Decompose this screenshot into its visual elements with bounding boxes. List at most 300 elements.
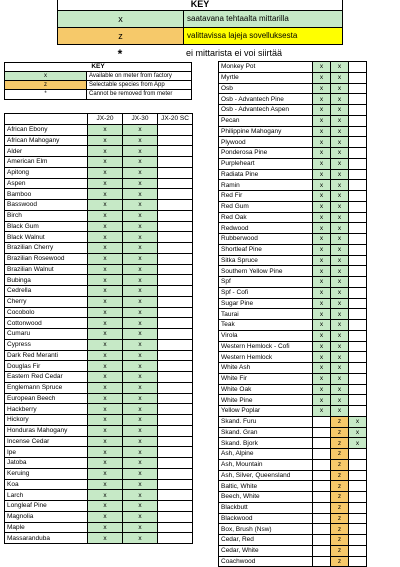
- availability-cell: x: [331, 169, 349, 180]
- column-header-species: [5, 114, 88, 125]
- availability-cell: [313, 449, 331, 460]
- availability-cell: x: [123, 501, 158, 512]
- top-key: [57, 0, 343, 62]
- availability-cell: [349, 180, 367, 191]
- small-key-symbol: x: [5, 72, 87, 80]
- availability-cell: z: [331, 545, 349, 556]
- species-name: Douglas Fir: [5, 361, 88, 372]
- availability-cell: x: [331, 105, 349, 116]
- availability-cell: x: [123, 339, 158, 350]
- species-name: Red Oak: [219, 212, 313, 223]
- species-name: Hickory: [5, 415, 88, 426]
- availability-cell: [349, 502, 367, 513]
- species-name: Koa: [5, 479, 88, 490]
- availability-cell: [349, 72, 367, 83]
- species-name: Dark Red Meranti: [5, 350, 88, 361]
- availability-cell: x: [331, 352, 349, 363]
- availability-cell: x: [313, 244, 331, 255]
- table-row: [219, 535, 367, 546]
- availability-cell: [349, 459, 367, 470]
- availability-cell: x: [123, 447, 158, 458]
- availability-cell: [313, 545, 331, 556]
- species-name: American Elm: [5, 157, 88, 168]
- availability-cell: x: [331, 158, 349, 169]
- availability-cell: x: [313, 201, 331, 212]
- availability-cell: x: [88, 189, 123, 200]
- species-name: Brazilian Cherry: [5, 243, 88, 254]
- table-row: [219, 513, 367, 524]
- availability-cell: [349, 126, 367, 137]
- availability-cell: x: [88, 221, 123, 232]
- species-name: Keruing: [5, 468, 88, 479]
- table-header-row: [5, 114, 193, 125]
- availability-cell: z: [331, 513, 349, 524]
- table-row: [5, 468, 193, 479]
- availability-cell: [349, 395, 367, 406]
- availability-cell: [349, 492, 367, 503]
- availability-cell: [158, 264, 193, 275]
- table-row: [219, 62, 367, 73]
- availability-cell: x: [88, 382, 123, 393]
- right-table-body: [219, 62, 367, 567]
- species-name: Spf - Cofi: [219, 287, 313, 298]
- availability-cell: [158, 296, 193, 307]
- availability-cell: x: [123, 404, 158, 415]
- availability-cell: [349, 524, 367, 535]
- availability-cell: x: [88, 253, 123, 264]
- availability-cell: x: [349, 427, 367, 438]
- availability-cell: z: [331, 438, 349, 449]
- table-row: [219, 320, 367, 331]
- availability-cell: [158, 522, 193, 533]
- availability-cell: x: [313, 223, 331, 234]
- table-row: [219, 115, 367, 126]
- availability-cell: x: [88, 296, 123, 307]
- table-row: [219, 556, 367, 567]
- species-name: African Ebony: [5, 124, 88, 135]
- availability-cell: x: [331, 180, 349, 191]
- availability-cell: x: [313, 352, 331, 363]
- table-row: [219, 212, 367, 223]
- availability-cell: x: [313, 384, 331, 395]
- availability-cell: x: [88, 479, 123, 490]
- table-row: [219, 180, 367, 191]
- availability-cell: [158, 157, 193, 168]
- species-name: Western Hemlock - Cofi: [219, 341, 313, 352]
- table-row: [5, 167, 193, 178]
- availability-cell: [158, 307, 193, 318]
- availability-cell: x: [331, 330, 349, 341]
- availability-cell: x: [313, 72, 331, 83]
- species-name: Cypress: [5, 339, 88, 350]
- table-row: [219, 126, 367, 137]
- table-row: [5, 124, 193, 135]
- table-row: [219, 395, 367, 406]
- availability-cell: x: [313, 330, 331, 341]
- species-name: Bubinga: [5, 275, 88, 286]
- availability-cell: [158, 124, 193, 135]
- availability-cell: x: [313, 115, 331, 126]
- table-row: [5, 404, 193, 415]
- availability-cell: x: [88, 286, 123, 297]
- availability-cell: x: [88, 404, 123, 415]
- availability-cell: [349, 83, 367, 94]
- availability-cell: x: [123, 479, 158, 490]
- availability-cell: [158, 253, 193, 264]
- availability-cell: x: [331, 363, 349, 374]
- table-row: [219, 234, 367, 245]
- availability-cell: [349, 352, 367, 363]
- table-row: [219, 255, 367, 266]
- availability-cell: [158, 200, 193, 211]
- species-name: Cumaru: [5, 329, 88, 340]
- availability-cell: x: [331, 277, 349, 288]
- availability-cell: x: [313, 126, 331, 137]
- species-name: Cedar, White: [219, 545, 313, 556]
- availability-cell: x: [313, 406, 331, 417]
- table-row: [219, 416, 367, 427]
- availability-cell: z: [331, 470, 349, 481]
- availability-cell: x: [123, 167, 158, 178]
- species-name: Black Walnut: [5, 232, 88, 243]
- availability-cell: x: [313, 234, 331, 245]
- species-name: Honduras Mahogany: [5, 425, 88, 436]
- availability-cell: [158, 393, 193, 404]
- species-name: Massaranduba: [5, 533, 88, 544]
- species-name: Sugar Pine: [219, 298, 313, 309]
- small-key-row: [5, 81, 191, 90]
- species-name: Sitka Spruce: [219, 255, 313, 266]
- table-row: [219, 191, 367, 202]
- availability-cell: x: [123, 210, 158, 221]
- species-name: Ipe: [5, 447, 88, 458]
- availability-cell: [349, 148, 367, 159]
- species-name: Redwood: [219, 223, 313, 234]
- species-name: Cottonwood: [5, 318, 88, 329]
- availability-cell: x: [123, 382, 158, 393]
- species-name: Ponderosa Pine: [219, 148, 313, 159]
- small-key-row: [5, 90, 191, 99]
- table-row: [5, 157, 193, 168]
- species-name: Virola: [219, 330, 313, 341]
- availability-cell: z: [331, 459, 349, 470]
- availability-cell: [349, 535, 367, 546]
- availability-cell: [313, 502, 331, 513]
- table-row: [5, 479, 193, 490]
- availability-cell: x: [88, 167, 123, 178]
- species-name: Osb - Advantech Aspen: [219, 105, 313, 116]
- availability-cell: [158, 501, 193, 512]
- species-name: Radiata Pine: [219, 169, 313, 180]
- species-name: Ramin: [219, 180, 313, 191]
- table-row: [5, 533, 193, 544]
- availability-cell: x: [313, 94, 331, 105]
- availability-cell: x: [88, 468, 123, 479]
- availability-cell: x: [313, 180, 331, 191]
- availability-cell: x: [88, 264, 123, 275]
- availability-cell: [313, 481, 331, 492]
- availability-cell: [349, 341, 367, 352]
- availability-cell: x: [88, 307, 123, 318]
- table-row: [5, 501, 193, 512]
- availability-cell: x: [331, 266, 349, 277]
- table-row: [219, 277, 367, 288]
- table-row: [5, 350, 193, 361]
- availability-cell: x: [331, 72, 349, 83]
- availability-cell: x: [331, 406, 349, 417]
- availability-cell: [313, 556, 331, 567]
- availability-cell: [158, 479, 193, 490]
- availability-cell: x: [123, 361, 158, 372]
- availability-cell: [349, 255, 367, 266]
- table-row: [5, 221, 193, 232]
- availability-cell: x: [123, 200, 158, 211]
- availability-cell: x: [123, 436, 158, 447]
- availability-cell: x: [313, 287, 331, 298]
- species-name: Cedrella: [5, 286, 88, 297]
- availability-cell: x: [123, 307, 158, 318]
- availability-cell: [158, 533, 193, 544]
- availability-cell: x: [331, 201, 349, 212]
- species-name: Magnolia: [5, 511, 88, 522]
- species-name: Box, Brush (Nsw): [219, 524, 313, 535]
- table-row: [5, 210, 193, 221]
- table-row: [219, 72, 367, 83]
- availability-cell: x: [123, 522, 158, 533]
- table-row: [5, 436, 193, 447]
- availability-cell: [349, 363, 367, 374]
- top-key-description: saatavana tehtaalta mittarilla: [184, 11, 342, 27]
- availability-cell: [349, 158, 367, 169]
- availability-cell: [158, 210, 193, 221]
- availability-cell: [349, 62, 367, 73]
- table-row: [219, 470, 367, 481]
- table-row: [5, 329, 193, 340]
- availability-cell: [349, 481, 367, 492]
- table-row: [5, 425, 193, 436]
- table-row: [5, 447, 193, 458]
- availability-cell: x: [331, 223, 349, 234]
- availability-cell: [349, 287, 367, 298]
- availability-cell: x: [123, 296, 158, 307]
- availability-cell: x: [123, 415, 158, 426]
- availability-cell: x: [331, 287, 349, 298]
- availability-cell: z: [331, 492, 349, 503]
- availability-cell: x: [331, 212, 349, 223]
- availability-cell: x: [123, 189, 158, 200]
- species-name: Red Gum: [219, 201, 313, 212]
- top-key-symbol: x: [58, 11, 184, 27]
- table-row: [5, 296, 193, 307]
- availability-cell: [158, 404, 193, 415]
- species-name: Osb - Advantech Pine: [219, 94, 313, 105]
- availability-cell: [349, 201, 367, 212]
- availability-cell: x: [123, 372, 158, 383]
- availability-cell: [158, 243, 193, 254]
- availability-cell: x: [313, 83, 331, 94]
- availability-cell: x: [123, 221, 158, 232]
- availability-cell: x: [123, 253, 158, 264]
- species-name: Beech, White: [219, 492, 313, 503]
- top-key-description: valittavissa lajeja sovelluksesta: [184, 28, 342, 44]
- species-name: Philippine Mahogany: [219, 126, 313, 137]
- availability-cell: x: [331, 148, 349, 159]
- availability-cell: [313, 427, 331, 438]
- availability-cell: x: [313, 266, 331, 277]
- table-row: [5, 286, 193, 297]
- table-row: [219, 449, 367, 460]
- availability-cell: z: [331, 416, 349, 427]
- availability-cell: [349, 406, 367, 417]
- species-name: Brazilian Rosewood: [5, 253, 88, 264]
- availability-cell: [349, 277, 367, 288]
- species-name: Ash, Alpine: [219, 449, 313, 460]
- availability-cell: z: [331, 524, 349, 535]
- table-row: [219, 481, 367, 492]
- availability-cell: [158, 361, 193, 372]
- availability-cell: [349, 223, 367, 234]
- availability-cell: x: [331, 191, 349, 202]
- availability-cell: [313, 459, 331, 470]
- availability-cell: x: [88, 200, 123, 211]
- availability-cell: [349, 309, 367, 320]
- availability-cell: x: [123, 511, 158, 522]
- top-key-row: [57, 45, 343, 62]
- availability-cell: x: [331, 341, 349, 352]
- species-name: Red Fir: [219, 191, 313, 202]
- availability-cell: x: [123, 178, 158, 189]
- availability-cell: x: [123, 124, 158, 135]
- species-name: Eastern Red Cedar: [5, 372, 88, 383]
- species-name: Skand. Furu: [219, 416, 313, 427]
- column-header-jx20: JX-20: [88, 114, 123, 125]
- availability-cell: x: [123, 468, 158, 479]
- availability-cell: [349, 115, 367, 126]
- species-name: Cedar, Red: [219, 535, 313, 546]
- small-key-description: Available on meter from factory: [89, 73, 172, 79]
- table-row: [5, 275, 193, 286]
- table-row: [219, 363, 367, 374]
- availability-cell: x: [313, 363, 331, 374]
- left-table-body: [5, 124, 193, 543]
- availability-cell: [158, 350, 193, 361]
- small-key: [4, 62, 192, 100]
- availability-cell: x: [331, 62, 349, 73]
- availability-cell: x: [331, 83, 349, 94]
- availability-cell: x: [123, 286, 158, 297]
- table-row: [5, 318, 193, 329]
- species-name: White Ash: [219, 363, 313, 374]
- table-row: [219, 158, 367, 169]
- species-name: Basswood: [5, 200, 88, 211]
- availability-cell: x: [88, 425, 123, 436]
- table-row: [219, 459, 367, 470]
- species-name: Osb: [219, 83, 313, 94]
- species-name: Monkey Pot: [219, 62, 313, 73]
- table-row: [5, 361, 193, 372]
- availability-cell: x: [88, 157, 123, 168]
- availability-cell: [313, 492, 331, 503]
- availability-cell: x: [123, 318, 158, 329]
- availability-cell: x: [123, 146, 158, 157]
- table-row: [219, 373, 367, 384]
- availability-cell: x: [331, 373, 349, 384]
- availability-cell: x: [88, 511, 123, 522]
- species-name: Plywood: [219, 137, 313, 148]
- species-name: Purpleheart: [219, 158, 313, 169]
- table-row: [219, 266, 367, 277]
- availability-cell: x: [313, 212, 331, 223]
- availability-cell: x: [313, 320, 331, 331]
- top-key-symbol: *: [117, 46, 123, 61]
- table-row: [219, 137, 367, 148]
- availability-cell: x: [123, 425, 158, 436]
- availability-cell: x: [331, 244, 349, 255]
- table-row: [219, 94, 367, 105]
- table-row: [219, 524, 367, 535]
- availability-cell: x: [331, 234, 349, 245]
- availability-cell: [158, 167, 193, 178]
- table-row: [219, 427, 367, 438]
- availability-cell: [158, 189, 193, 200]
- availability-cell: [349, 191, 367, 202]
- species-name: Blackbutt: [219, 502, 313, 513]
- column-header-jx20sc: JX-20 SC: [158, 114, 193, 125]
- table-row: [5, 200, 193, 211]
- availability-cell: [158, 468, 193, 479]
- availability-cell: x: [313, 341, 331, 352]
- small-key-description: Selectable species from App: [89, 82, 165, 88]
- species-name: Skand. Bjork: [219, 438, 313, 449]
- availability-cell: x: [88, 243, 123, 254]
- availability-cell: x: [313, 148, 331, 159]
- table-row: [219, 201, 367, 212]
- availability-cell: [349, 449, 367, 460]
- table-row: [5, 307, 193, 318]
- availability-cell: x: [88, 393, 123, 404]
- species-name: Teak: [219, 320, 313, 331]
- table-row: [5, 458, 193, 469]
- availability-cell: x: [123, 275, 158, 286]
- right-species-table: [218, 61, 367, 567]
- availability-cell: [349, 330, 367, 341]
- availability-cell: [158, 415, 193, 426]
- species-name: Black Gum: [5, 221, 88, 232]
- table-row: [5, 522, 193, 533]
- table-row: [219, 83, 367, 94]
- availability-cell: x: [313, 158, 331, 169]
- availability-cell: [349, 244, 367, 255]
- species-name: Western Hemlock: [219, 352, 313, 363]
- availability-cell: [313, 524, 331, 535]
- table-row: [219, 406, 367, 417]
- availability-cell: [349, 320, 367, 331]
- species-name: Baltic, White: [219, 481, 313, 492]
- species-name: Ash, Silver, Queensland: [219, 470, 313, 481]
- availability-cell: x: [331, 298, 349, 309]
- availability-cell: z: [331, 502, 349, 513]
- availability-cell: x: [88, 533, 123, 544]
- availability-cell: x: [313, 169, 331, 180]
- table-row: [219, 492, 367, 503]
- availability-cell: x: [313, 255, 331, 266]
- availability-cell: [158, 232, 193, 243]
- column-header-jx30: JX-30: [123, 114, 158, 125]
- availability-cell: x: [313, 395, 331, 406]
- availability-cell: x: [88, 458, 123, 469]
- table-row: [5, 189, 193, 200]
- species-name: Rubberwood: [219, 234, 313, 245]
